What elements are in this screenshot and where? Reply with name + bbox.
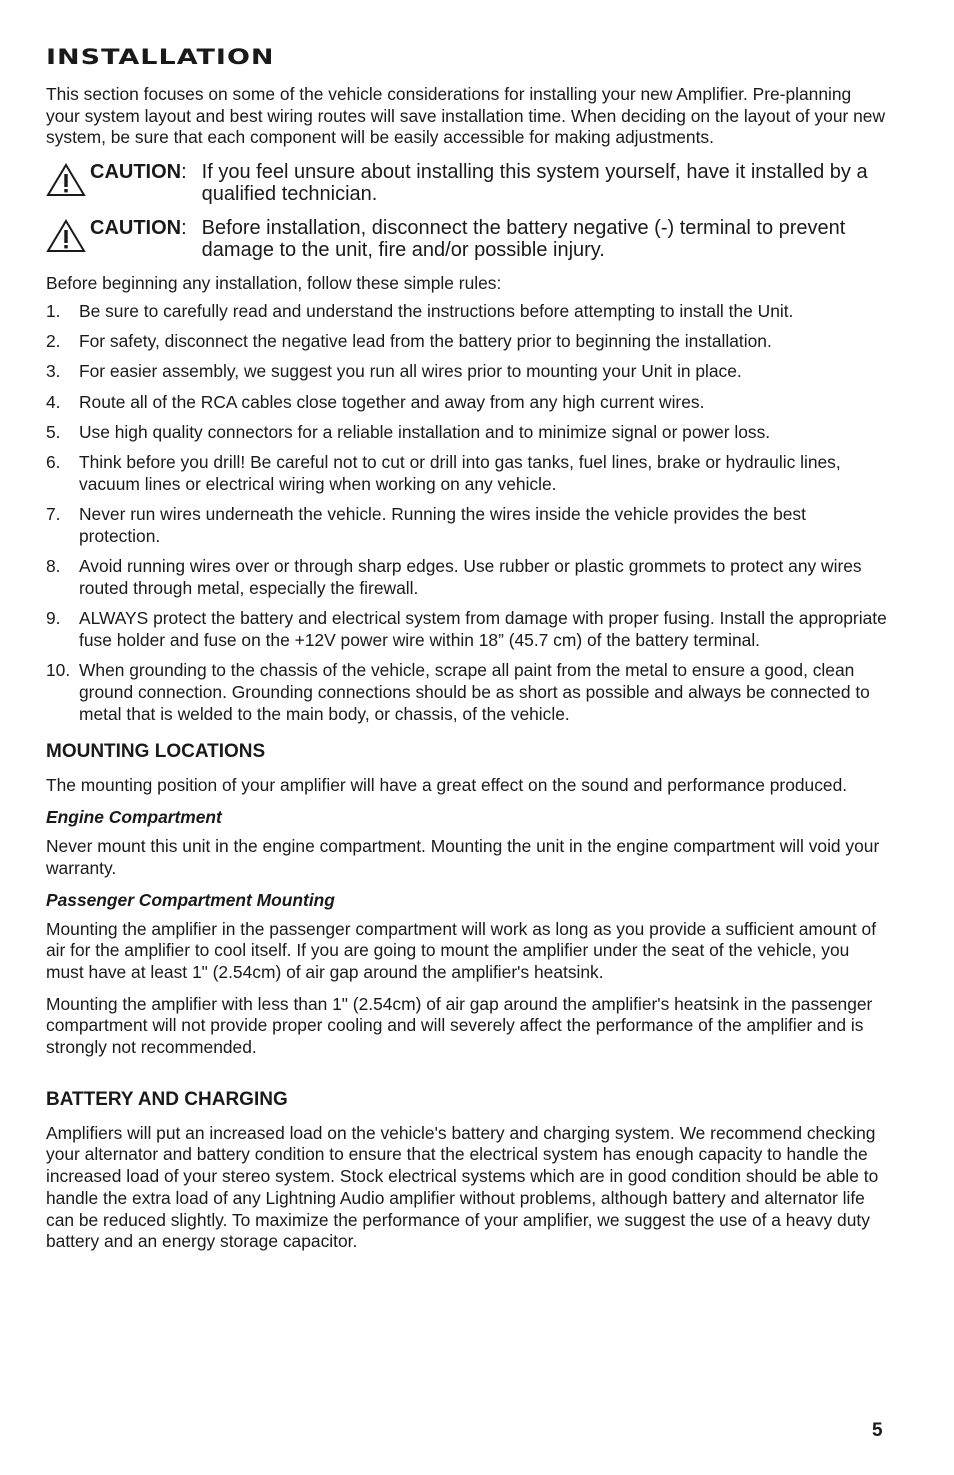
list-item bbox=[46, 504, 888, 547]
mounting-intro: The mounting position of your amplifier will have a great effect on the sound and performance produced. bbox=[46, 775, 848, 796]
passenger-compartment-text-1: Mounting the amplifier in the passenger compartment will work as long as you provide a sufficient amount of air for the amplifier to cool itself. If you are going to mount the amplifier under the seat of the vehicle, you must have at least 1" (2.54cm) of air gap around the amplifier's heatsink. bbox=[46, 918, 877, 982]
page-title: INSTALLATION bbox=[46, 45, 275, 70]
list-text: Think before you drill! Be careful not to cut or drill into gas tanks, fuel lines, brake or hydraulic lines, vacuum lines or electrical wiring when working on any vehicle. bbox=[79, 452, 841, 494]
list-number: 10. bbox=[46, 660, 71, 681]
list-text: Be sure to carefully read and understand the instructions before attempting to install the Unit. bbox=[79, 300, 794, 321]
battery-heading: BATTERY AND CHARGING bbox=[46, 1088, 288, 1110]
list-number: 7. bbox=[46, 504, 61, 525]
caution-colon: : bbox=[181, 217, 187, 240]
list-number: 8. bbox=[46, 556, 61, 577]
list-text: For easier assembly, we suggest you run all wires prior to mounting your Unit in place. bbox=[79, 361, 742, 382]
engine-compartment-text: Never mount this unit in the engine compartment. Mounting the unit in the engine compartment will void your warranty. bbox=[46, 836, 880, 878]
intro-paragraph: This section focuses on some of the vehicle considerations for installing your new Amplifier. Pre-planning your system layout and best wiring routes will save installation time. When deciding on the layout of your new system, be sure that each component will be easily accessible for making adjustments. bbox=[46, 84, 886, 148]
list-item bbox=[46, 301, 888, 323]
rules-list bbox=[46, 301, 888, 726]
caution-colon: : bbox=[181, 161, 187, 184]
list-number: 1. bbox=[46, 300, 61, 321]
mounting-heading: MOUNTING LOCATIONS bbox=[46, 741, 266, 763]
list-number: 2. bbox=[46, 331, 61, 352]
list-text: Use high quality connectors for a reliable installation and to minimize signal or power loss. bbox=[79, 422, 771, 442]
caution-text: Before installation, disconnect the battery negative (-) terminal to prevent damage to the unit, fire and/or possible injury. bbox=[201, 217, 846, 262]
battery-text: Amplifiers will put an increased load on the vehicle's battery and charging system. We recommend checking your alternator and battery condition to ensure that the electrical system has enough capacity to handle the increased load of your stereo system. Stock electrical systems which are in good condition should be able to handle the extra load of any Lightning Audio amplifier without problems, although battery and alternator life can be reduced slightly. To maximize the performance of your amplifier, we suggest the use of a heavy duty battery and an energy storage capacitor. bbox=[46, 1122, 879, 1252]
caution-block-1 bbox=[46, 161, 888, 205]
caution-block-2 bbox=[46, 217, 888, 261]
list-number: 5. bbox=[46, 422, 61, 442]
list-text: When grounding to the chassis of the vehicle, scrape all paint from the metal to ensure a good, clean ground connection. Grounding connections should be as short as possible and always be connected to metal that is welded to the main body, or chassis, of the vehicle. bbox=[79, 660, 870, 724]
list-number: 4. bbox=[46, 391, 61, 412]
list-number: 6. bbox=[46, 452, 61, 473]
page-number: 5 bbox=[872, 1420, 883, 1441]
list-item bbox=[46, 422, 888, 444]
rules-lead: Before beginning any installation, follow these simple rules: bbox=[46, 273, 502, 294]
list-number: 3. bbox=[46, 361, 61, 382]
list-number: 9. bbox=[46, 608, 61, 629]
list-item bbox=[46, 608, 888, 651]
warning-triangle-icon bbox=[46, 163, 86, 197]
passenger-compartment-heading: Passenger Compartment Mounting bbox=[46, 889, 335, 910]
list-item bbox=[46, 361, 888, 383]
passenger-compartment-text-2: Mounting the amplifier with less than 1" (2.54cm) of air gap around the amplifier's heatsink in the passenger compartment will not provide proper cooling and will severely affect the performance of the amplifier and is strongly not recommended. bbox=[46, 993, 873, 1058]
caution-label: CAUTION bbox=[90, 217, 182, 240]
list-text: Route all of the RCA cables close together and away from any high current wires. bbox=[79, 391, 705, 412]
list-text: Never run wires underneath the vehicle. Running the wires inside the vehicle provides the best protection. bbox=[79, 504, 806, 546]
list-item bbox=[46, 660, 888, 725]
list-text: ALWAYS protect the battery and electrical system from damage with proper fusing. Install the appropriate fuse holder and fuse on the +12V power wire within 18” (45.7 cm) of the battery terminal. bbox=[79, 608, 887, 650]
engine-compartment-heading: Engine Compartment bbox=[46, 807, 222, 828]
caution-text: If you feel unsure about installing this system yourself, have it installed by a qualified technician. bbox=[201, 161, 868, 206]
list-text: For safety, disconnect the negative lead from the battery prior to beginning the installation. bbox=[79, 331, 772, 352]
warning-triangle-icon bbox=[46, 219, 86, 253]
caution-label: CAUTION bbox=[90, 161, 182, 184]
list-item bbox=[46, 331, 888, 353]
list-item bbox=[46, 392, 888, 414]
page bbox=[46, 46, 888, 1263]
list-text: Avoid running wires over or through sharp edges. Use rubber or plastic grommets to protect any wires routed through metal, especially the firewall. bbox=[79, 556, 862, 598]
list-item bbox=[46, 452, 888, 495]
list-item bbox=[46, 556, 888, 599]
